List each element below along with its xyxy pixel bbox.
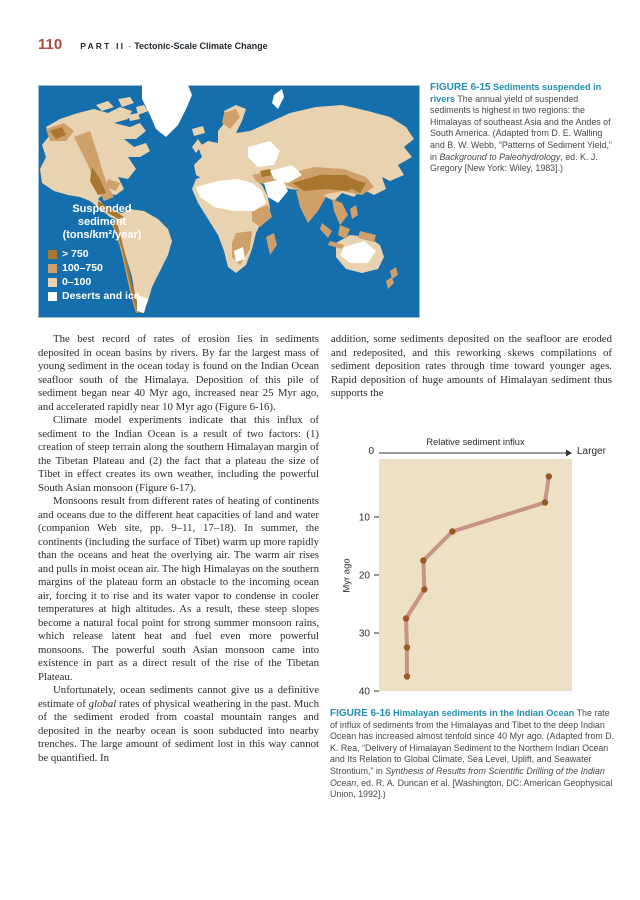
figure-6-15-map bbox=[38, 85, 420, 318]
figure-6-16-label: FIGURE 6-16 bbox=[330, 708, 391, 719]
legend-swatch-desert bbox=[48, 292, 57, 301]
paragraph-italic: global bbox=[88, 697, 117, 710]
figure-6-16-title: Himalayan sediments in the Indian Ocean bbox=[393, 708, 575, 718]
right-column bbox=[331, 333, 612, 401]
paragraph-text: rates of physical weathering in the past. Much of the sediment eroded from coastal mountain ranges and deposited in the nearby ocean is soon subducted into nearby trenches. The large amount of sediment lost in this way cannot be quantified. In bbox=[38, 697, 319, 764]
figure-6-15-caption bbox=[430, 82, 616, 175]
paragraph-text: The best record of rates of erosion lies in sediments deposited in ocean basins by rivers. By far the largest mass of young sediment in the ocean today is found on the Indian Ocean seafloor south of the Himalaya. Deposition of this pile of sediment began near 40 Myr ago, increased near 25 Myr ago, and accelerated rapidly near 10 Myr ago (Figure 6-16). bbox=[38, 333, 319, 413]
left-column bbox=[38, 333, 319, 765]
chapter-title: Tectonic-Scale Climate Change bbox=[134, 41, 268, 51]
figure-6-15-title: Sediments suspended in rivers bbox=[430, 82, 602, 104]
svg-text:10: 10 bbox=[358, 512, 370, 524]
sediment-influx-chart-svg bbox=[330, 437, 616, 701]
legend-title-line1: Suspended bbox=[72, 203, 132, 215]
paragraph bbox=[38, 684, 319, 765]
svg-text:20: 20 bbox=[358, 570, 370, 582]
paragraph-text: Unfortunately, ocean sediments cannot give us a definitive estimate of bbox=[38, 684, 319, 710]
caption-text: The rate of influx of sediments from the Himalayas and Tibet to the deep Indian Ocean has increased almost tenfold since 40 Myr ago. (Adapted from D. K. Rea, “Delivery of Himalayan Sediment to the Northern Indian Ocean and Its Relation to Global Climate, Sea Level, Uplift, and Seawater Strontium,” in bbox=[330, 708, 615, 776]
page-number: 110 bbox=[38, 36, 63, 53]
paragraph bbox=[38, 495, 319, 684]
paragraph-text: Monsoons result from different rates of heating of continents and oceans due to the different heat capacities of land and water (companion Web site, pp. 9–11, 17–18). In summer, the continents (including the surface of Tibet) warm up more rapidly than the oceans and heat the overlying air. The warm air rises and pulls in moist ocean air. The high Himalayas on the southern margins of the plateau form an obstacle to the incoming ocean air, forcing it to rise and its water vapor to condense in cooler temperatures at high altitudes. As a result, these steep slopes become a natural focal point for strong summer monsoon rains, which release latent heat and fuel even more powerful monsoons. The powerful south Asian monsoon came into existence in part as a direct result of the rise of the Tibetan Plateau. bbox=[38, 495, 319, 683]
caption-text: The annual yield of suspended sediments is highest in two regions: the Himalayas of southeast Asia and the Andes of South America. (Adapted from D. E. Walling and B. W. Webb, “Patterns of Sediment Yield,” in bbox=[430, 93, 612, 162]
caption-book-title: Synthesis of Results from Scientific Drilling of the Indian Ocean bbox=[330, 765, 605, 788]
caption-book-title: Background to Paleohydrology bbox=[439, 151, 561, 162]
caption-text: , ed. K. J. Gregory [New York: Wiley, 1983].) bbox=[430, 151, 598, 174]
legend-label: 100–750 bbox=[62, 262, 103, 274]
chart-title: Relative sediment influx bbox=[426, 437, 525, 447]
legend-items bbox=[48, 247, 188, 303]
x-axis-origin-label: 0 bbox=[368, 446, 374, 457]
legend-item bbox=[48, 275, 188, 289]
paragraph bbox=[38, 333, 319, 414]
paragraph bbox=[38, 414, 319, 495]
legend-title-line3: (tons/km²/year) bbox=[62, 229, 142, 241]
y-axis-label: Myr ago bbox=[341, 558, 353, 593]
caption-text: , ed. R. A. Duncan et al. [Washington, DC: American Geophysical Union, 1992].) bbox=[330, 777, 613, 800]
legend-swatch-low bbox=[48, 278, 57, 287]
running-header bbox=[38, 36, 598, 54]
figure-6-16-caption bbox=[330, 708, 616, 801]
legend-title-line2: sediment bbox=[77, 216, 127, 228]
legend-swatch-high bbox=[48, 250, 57, 259]
legend-label: 0–100 bbox=[62, 276, 92, 288]
paragraph bbox=[331, 333, 612, 401]
svg-text:40: 40 bbox=[358, 686, 370, 698]
part-label: PART II bbox=[80, 41, 126, 51]
paragraph-text: addition, some sediments deposited on the seafloor are eroded and redeposited, and this reworking skews compilations of sediment deposition rates through time toward younger ages. Rapid deposition of huge amounts of Himalayan sediment thus supports the bbox=[331, 333, 612, 399]
legend-title bbox=[48, 203, 156, 242]
legend-label: Deserts and ice bbox=[62, 290, 140, 302]
legend-item bbox=[48, 289, 188, 303]
x-axis-end-label: Larger bbox=[577, 446, 606, 457]
separator-dot: · bbox=[128, 41, 132, 51]
legend-swatch-mid bbox=[48, 264, 57, 273]
map-legend bbox=[48, 203, 188, 303]
legend-item bbox=[48, 261, 188, 275]
legend-item bbox=[48, 247, 188, 261]
legend-label: > 750 bbox=[62, 248, 89, 260]
figure-6-16-chart bbox=[330, 437, 616, 705]
svg-text:30: 30 bbox=[358, 628, 370, 640]
paragraph-text: Climate model experiments indicate that this influx of sediment to the Indian Ocean is a result of two factors: (1) creation of steep terrain along the southern Himalayan margin of the Tibetan Plateau and (2) the fact that a plateau the size of Tibet in effect creates its own weather, including the powerful South Asian monsoon (Figure 6-17). bbox=[38, 414, 319, 494]
figure-6-15-label: FIGURE 6-15 bbox=[430, 82, 491, 93]
